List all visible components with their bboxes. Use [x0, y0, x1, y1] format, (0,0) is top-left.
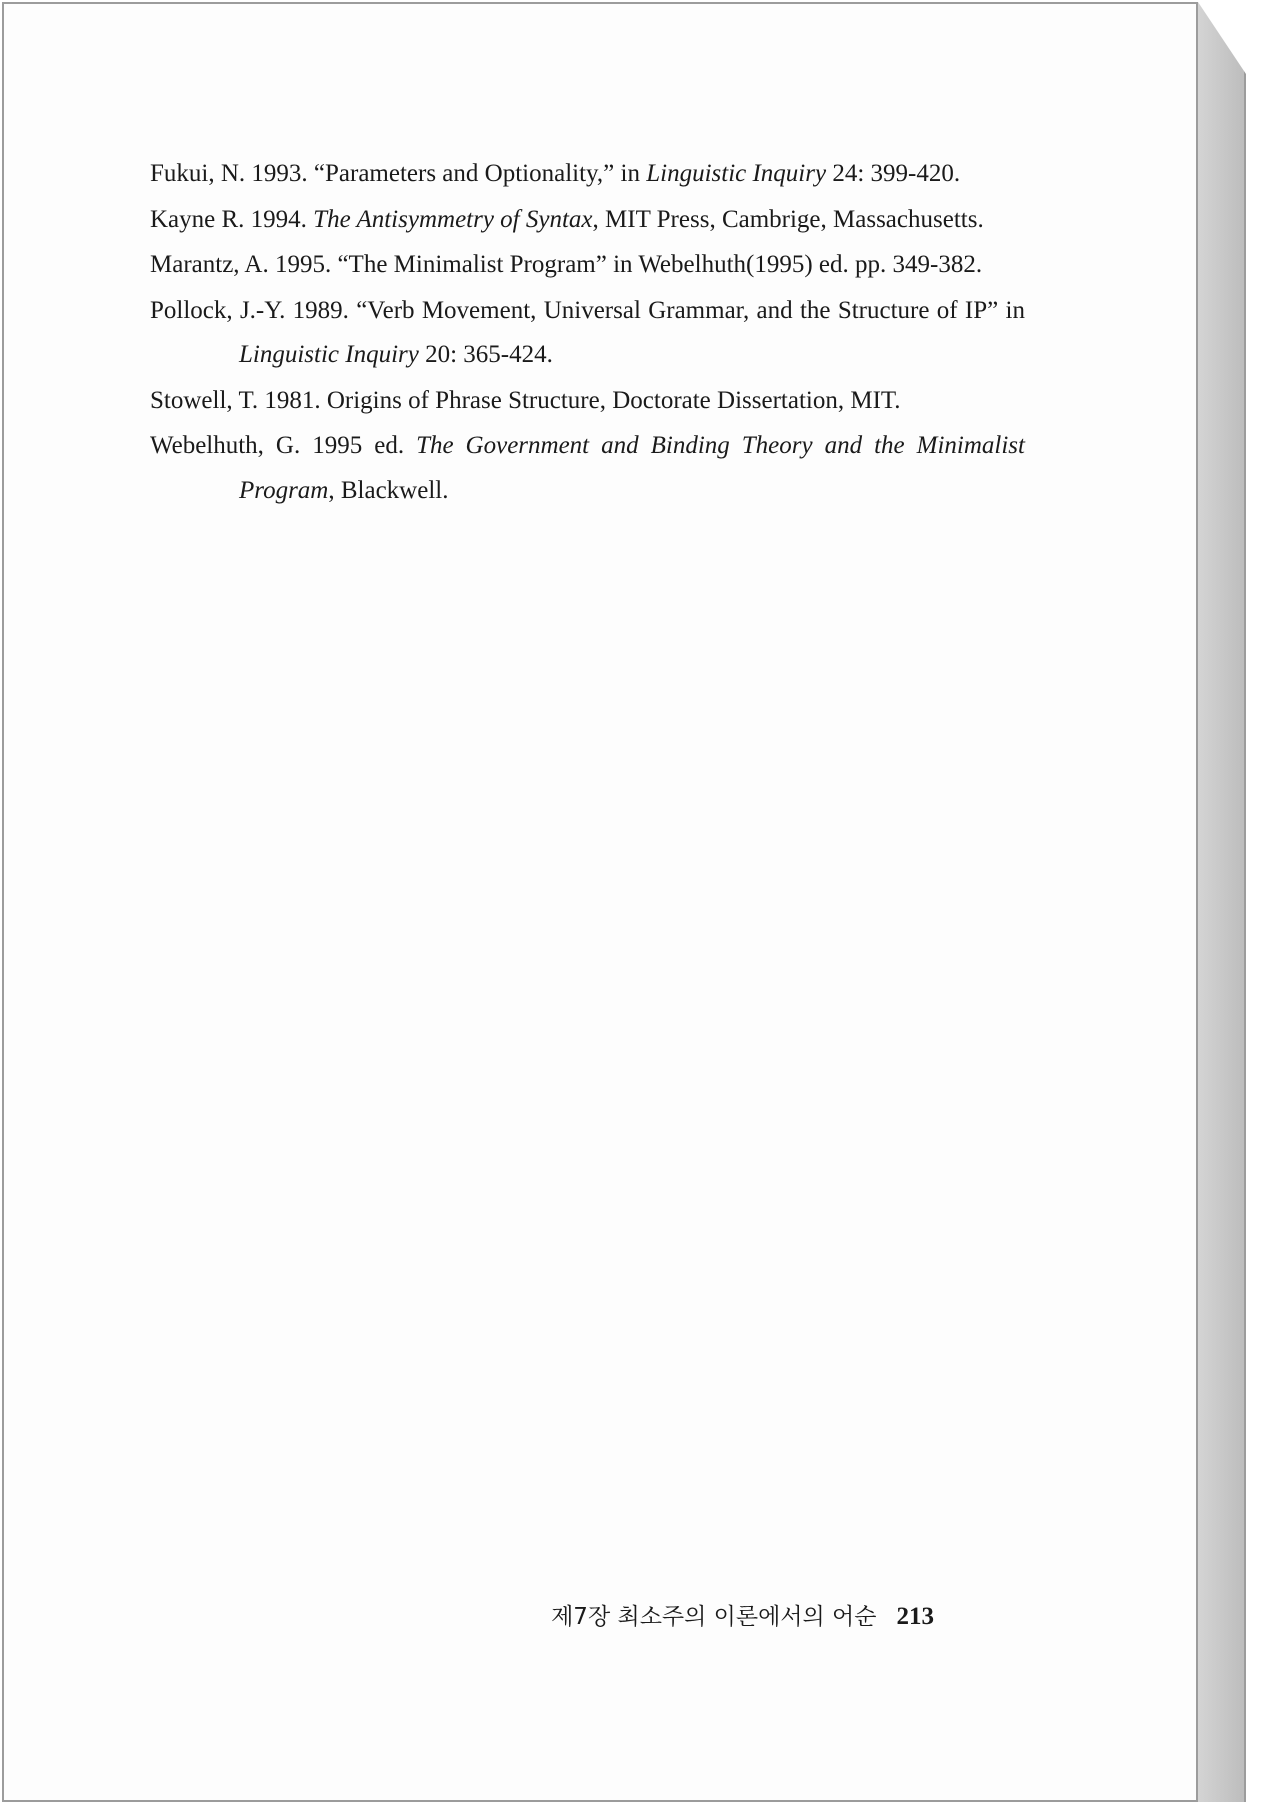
reference-entry-kayne [150, 198, 1025, 243]
page-number: 213 [896, 1603, 934, 1630]
reference-entry-webelhuth [150, 424, 1032, 513]
reference-text: , Blackwell. [328, 476, 449, 504]
reference-text: Pollock, J.-Y. 1989. “Verb Movement, Universal Grammar, and the Structure of IP” in [150, 296, 1032, 324]
reference-entry-stowell [150, 379, 1025, 424]
page-edge-shadow [1198, 2, 1246, 1802]
reference-text: 24: 399-420. [826, 160, 961, 187]
reference-journal: Linguistic Inquiry [646, 160, 827, 187]
reference-text: Webelhuth, G. 1995 ed. [150, 432, 417, 459]
reference-text: Marantz, A. 1995. “The Minimalist Program” in Webelhuth(1995) ed. pp. 349-382. [150, 251, 983, 278]
reference-text: Fukui, N. 1993. “Parameters and Optionality,” in [150, 160, 647, 187]
reference-book-title: The Government and Binding Theory and the Minimalist Program [239, 432, 1032, 504]
page-footer [551, 1598, 934, 1631]
reference-entry-marantz [150, 243, 1025, 288]
reference-text: Kayne R. 1994. [150, 205, 314, 233]
reference-text: Stowell, T. 1981. Origins of Phrase Structure, Doctorate Dissertation, MIT. [150, 386, 901, 414]
reference-text: 20: 365-424. [418, 341, 553, 368]
reference-book-title: The Antisymmetry of Syntax [313, 205, 593, 233]
reference-journal: Linguistic Inquiry [239, 341, 419, 368]
reference-entry-fukui [150, 152, 1025, 197]
reference-list [150, 152, 1032, 514]
reference-text: , MIT Press, Cambrige, Massachusetts. [592, 205, 984, 233]
document-page [2, 2, 1198, 1802]
chapter-title: 제7장 최소주의 이론에서의 어순 [551, 1604, 877, 1630]
reference-entry-pollock [150, 289, 1032, 378]
